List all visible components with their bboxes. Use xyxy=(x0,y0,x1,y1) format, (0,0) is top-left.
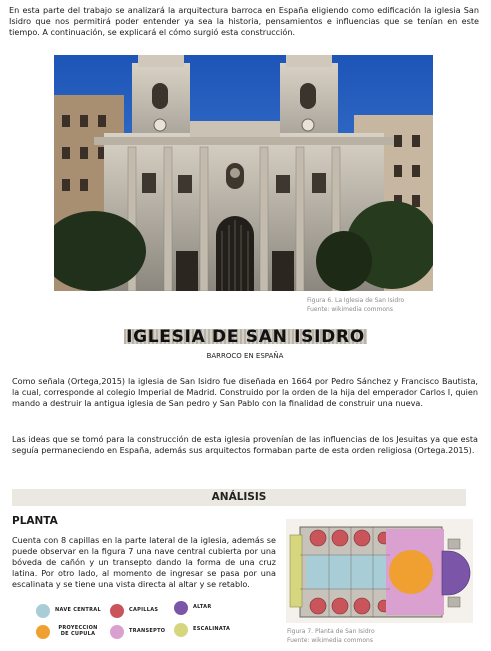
legend-label: TRANSEPTO xyxy=(129,628,166,634)
paragraph-history: Como señala (Ortega,2015) la iglesia de San Isidro fue diseñada en 1664 por Pedro Sánchez y Francisco Bautista, la cual, corresponde al colegio Imperial de Madrid. Construido por la orden de la hija del emperador Carlos I, quien mando a destruir la antigua iglesia de San pedro y San Pablo con la finalidad de construir una nueva. xyxy=(12,376,478,408)
page-title-text: IGLESIA DE SAN ISIDRO xyxy=(126,327,365,347)
legend-dot xyxy=(110,625,124,639)
section-heading-band xyxy=(12,489,466,506)
floor-plan-diagram xyxy=(286,519,473,623)
legend-dot xyxy=(36,625,50,639)
legend-label: ALTAR xyxy=(193,604,212,610)
figure7-caption xyxy=(287,627,375,645)
legend-dot xyxy=(174,601,188,615)
page-subtitle: BARROCO EN ESPAÑA xyxy=(206,352,284,360)
church-facade-illustration xyxy=(54,55,433,291)
figure6-caption-source: Fuente: wikimedia commons xyxy=(307,306,393,313)
figure7-caption-source: Fuente: wikimedia commons xyxy=(287,637,373,644)
legend-label: NAVE CENTRAL xyxy=(55,607,101,613)
paragraph-influences: Las ideas que se tomó para la construcción de esta iglesia provenían de las influencias de los Jesuitas ya que esta seguía permaneciendo en España, además sus arquitectos formaban parte de esta orden religiosa (Ortega.2015). xyxy=(12,434,478,455)
figure6-caption xyxy=(307,296,404,314)
legend-dot xyxy=(110,604,124,618)
intro-paragraph: En esta parte del trabajo se analizará la arquitectura barroca en España eligiendo como edificación la iglesia San Isidro que nos permitirá poder entender ya sea la historia, pensamientos e influencias que se tenían en este tiempo. A continuación, se explicará el cómo surgió esta construcción. xyxy=(9,5,479,37)
legend-label: ESCALINATA xyxy=(193,626,231,632)
figure6-caption-title: Figura 6. La Iglesia de San Isidro xyxy=(307,297,405,304)
planta-paragraph: Cuenta con 8 capillas en la parte lateral de la iglesia, además se puede observar en la figura 7 una nave central cubierta por una bóveda de cañón y un transepto dando la forma de una cruz latina. Por otro lado, al momento de ingresar se pasa por una escalinata y se tiene una vista directa al altar y se retablo. xyxy=(12,535,276,589)
legend-label: CAPILLAS xyxy=(129,607,159,613)
legend-dot xyxy=(174,623,188,637)
planta-heading: PLANTA xyxy=(12,515,58,527)
section-heading: ANÁLISIS xyxy=(211,491,267,503)
legend-label: PROYECCION DE CUPULA xyxy=(58,625,98,637)
figure7-caption-title: Figura 7. Planta de San Isidro xyxy=(287,628,375,635)
page-title xyxy=(122,326,369,348)
church-floor-plan xyxy=(286,519,473,623)
legend-dot xyxy=(36,604,50,618)
church-photo xyxy=(54,55,433,291)
